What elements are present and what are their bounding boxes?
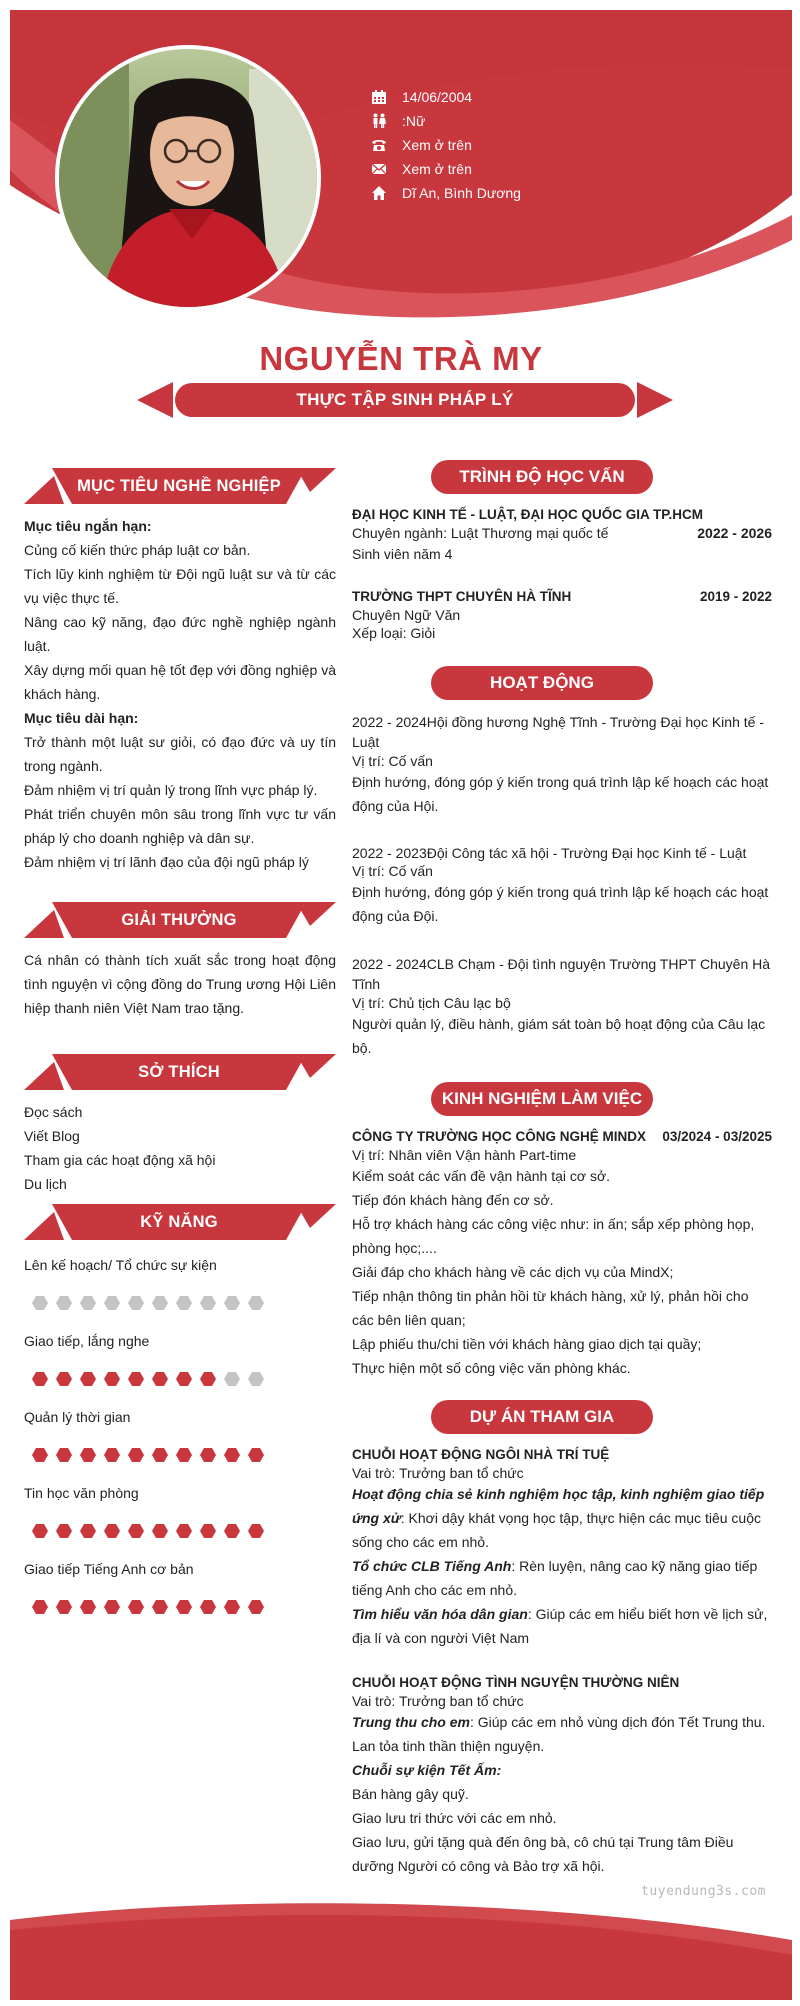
skill-dot <box>248 1524 264 1538</box>
position-ribbon <box>137 378 673 422</box>
company-period: 03/2024 - 03/2025 <box>662 1129 772 1144</box>
home-icon <box>371 185 387 201</box>
job-task: Hỗ trợ khách hàng các công việc như: in ấn; sắp xếp phòng họp, phòng học;.... <box>352 1216 755 1256</box>
contact-birthdate <box>371 85 521 109</box>
project-name: CHUỖI HOẠT ĐỘNG TÌNH NGUYỆN THƯỜNG NIÊN <box>352 1675 680 1690</box>
skill-name: Giao tiếp, lắng nghe <box>24 1333 150 1349</box>
skill-rating <box>24 1580 336 1634</box>
contact-gender <box>371 109 521 133</box>
project-detail: Tổ chức CLB Tiếng Anh: Rèn luyện, nâng cao kỹ năng giao tiếp tiếng Anh cho các em nhỏ. <box>352 1558 758 1598</box>
skill-dot <box>224 1372 240 1386</box>
skill-dot <box>152 1296 168 1310</box>
hobbies-list <box>24 1100 336 1196</box>
skill-dot <box>200 1448 216 1462</box>
job-task: Tiếp đón khách hàng đến cơ sở. <box>352 1192 554 1208</box>
skill-dot <box>200 1296 216 1310</box>
short-goal-item: Nâng cao kỹ năng, đạo đức nghề nghiệp ngành luật. <box>24 614 336 654</box>
skill-dot <box>80 1524 96 1538</box>
school-note: Sinh viên năm 4 <box>352 546 453 562</box>
skill-name: Lên kế hoạch/ Tổ chức sự kiện <box>24 1257 217 1273</box>
skill-dot <box>80 1296 96 1310</box>
skill-dot <box>176 1372 192 1386</box>
activity-role: Vị trí: Cố vấn <box>352 753 433 769</box>
project-extra: Giao lưu tri thức với các em nhỏ. <box>352 1810 557 1826</box>
school-name: TRƯỜNG THPT CHUYÊN HÀ TĨNH <box>352 589 572 604</box>
skill-item <box>24 1482 336 1558</box>
watermark-text: tuyendung3s.com <box>641 1884 766 1899</box>
contact-address <box>371 181 521 205</box>
job-task: Kiểm soát các vấn đề vận hành tại cơ sở. <box>352 1168 611 1184</box>
short-goal-item: Tích lũy kinh nghiệm từ Đội ngũ luật sư và từ các vụ việc thực tế. <box>24 566 336 606</box>
skill-dot <box>152 1524 168 1538</box>
portrait-illustration <box>59 49 321 311</box>
skill-dot <box>152 1600 168 1614</box>
right-column <box>352 460 772 1894</box>
hobby-item: Du lịch <box>24 1176 67 1192</box>
skill-name: Giao tiếp Tiếng Anh cơ bản <box>24 1561 194 1577</box>
skill-dot <box>128 1448 144 1462</box>
activity-heading: 2022 - 2024CLB Chạm - Đội tình nguyện Trường THPT Chuyên Hà Tĩnh <box>352 956 771 992</box>
contact-email <box>371 157 521 181</box>
section-banner-hobbies <box>24 1054 336 1090</box>
hobbies-title: SỞ THÍCH <box>138 1063 220 1081</box>
skill-item <box>24 1254 336 1330</box>
gender-text: :Nữ <box>402 113 426 129</box>
long-goal-item: Phát triển chuyên môn sâu trong lĩnh vực tư vấn pháp lý cho doanh nghiệp và dân sự. <box>24 806 336 846</box>
hobby-item: Đọc sách <box>24 1104 83 1120</box>
skill-item <box>24 1406 336 1482</box>
activity-role: Vị trí: Cố vấn <box>352 863 433 879</box>
education-item <box>352 506 772 566</box>
section-banner-awards <box>24 902 336 938</box>
skill-dot <box>224 1448 240 1462</box>
career-goal-title: MỤC TIÊU NGHỀ NGHIỆP <box>77 477 281 495</box>
skill-dot <box>80 1372 96 1386</box>
project-extra: Bán hàng gây quỹ. <box>352 1786 469 1802</box>
job-task: Giải đáp cho khách hàng về các dịch vụ của MindX; <box>352 1264 674 1280</box>
full-name: NGUYỄN TRÀ MY <box>259 340 543 377</box>
project-detail: Chuỗi sự kiện Tết Ấm: <box>352 1762 502 1778</box>
skill-dot <box>56 1524 72 1538</box>
skill-dot <box>200 1524 216 1538</box>
school-period: 2022 - 2026 <box>697 525 772 541</box>
skill-dot <box>248 1372 264 1386</box>
project-role: Vai trò: Trưởng ban tổ chức <box>352 1465 524 1481</box>
skill-dot <box>248 1296 264 1310</box>
skill-dot <box>104 1296 120 1310</box>
activity-desc: Định hướng, đóng góp ý kiến trong quá trình lập kế hoạch các hoạt động của Hội. <box>352 774 769 814</box>
skill-dot <box>32 1372 48 1386</box>
activity-heading: 2022 - 2023Đội Công tác xã hội - Trường Đại học Kinh tế - Luật <box>352 845 747 861</box>
education-title: TRÌNH ĐỘ HỌC VẤN <box>431 460 653 494</box>
project-name: CHUỖI HOẠT ĐỘNG NGÔI NHÀ TRÍ TUỆ <box>352 1447 610 1462</box>
skill-dot <box>104 1448 120 1462</box>
job-role: Vị trí: Nhân viên Vận hành Part-time <box>352 1147 577 1163</box>
skill-dot <box>176 1448 192 1462</box>
school-major: Chuyên ngành: Luật Thương mại quốc tế <box>352 525 609 541</box>
skill-rating <box>24 1428 336 1482</box>
skill-dot <box>32 1524 48 1538</box>
skill-dot <box>128 1372 144 1386</box>
awards-title: GIẢI THƯỞNG <box>121 911 237 929</box>
skill-dot <box>104 1372 120 1386</box>
gender-icon <box>371 113 387 129</box>
skill-dot <box>224 1296 240 1310</box>
job-task: Lập phiếu thu/chi tiền với khách hàng giao dịch tại quầy; <box>352 1336 702 1352</box>
contact-phone <box>371 133 521 157</box>
skill-item <box>24 1558 336 1634</box>
short-goal-item: Xây dựng mối quan hệ tốt đẹp với đồng nghiệp và khách hàng. <box>24 662 336 702</box>
skill-item <box>24 1330 336 1406</box>
skill-dot <box>176 1296 192 1310</box>
email-icon <box>371 161 387 177</box>
position-title: THỰC TẬP SINH PHÁP LÝ <box>175 383 635 417</box>
contact-info <box>371 85 521 205</box>
skill-dot <box>56 1296 72 1310</box>
experience-item <box>352 1128 772 1380</box>
activity-desc: Người quản lý, điều hành, giám sát toàn bộ hoạt động của Câu lạc bộ. <box>352 1016 766 1056</box>
skill-dot <box>32 1296 48 1310</box>
long-goal-item: Trở thành một luật sư giỏi, có đạo đức và uy tín trong ngành. <box>24 734 336 774</box>
phone-icon <box>371 137 387 153</box>
long-goal-item: Đảm nhiệm vị trí lãnh đạo của đội ngũ pháp lý <box>24 854 309 870</box>
skill-dot <box>152 1372 168 1386</box>
skill-dot <box>128 1524 144 1538</box>
skill-dot <box>224 1600 240 1614</box>
skill-dot <box>56 1372 72 1386</box>
section-banner-career-goal <box>24 468 336 504</box>
career-goal-content <box>24 514 336 874</box>
resume-page <box>10 10 792 2000</box>
skill-dot <box>200 1600 216 1614</box>
project-detail: Tìm hiểu văn hóa dân gian: Giúp các em hiểu biết hơn về lịch sử, địa lí và con người Việt Nam <box>352 1606 768 1646</box>
skill-dot <box>104 1524 120 1538</box>
skill-dot <box>104 1600 120 1614</box>
skill-dot <box>224 1524 240 1538</box>
projects-title: DỰ ÁN THAM GIA <box>431 1400 653 1434</box>
project-detail: Trung thu cho em: Giúp các em nhỏ vùng dịch đón Tết Trung thu. Lan tỏa tinh thần thiện nguyện. <box>352 1714 766 1754</box>
activity-item <box>352 712 772 818</box>
job-task: Thực hiện một số công việc văn phòng khác. <box>352 1360 631 1376</box>
project-item <box>352 1446 772 1650</box>
skill-dot <box>56 1448 72 1462</box>
skill-dot <box>128 1600 144 1614</box>
experience-title: KINH NGHIỆM LÀM VIỆC <box>431 1082 653 1116</box>
skills-list <box>24 1254 336 1634</box>
project-detail: Hoạt động chia sẻ kinh nghiệm học tập, kinh nghiệm giao tiếp ứng xử: Khơi dậy khát vọng học tập, thực hiện các mục tiêu cuộc sống cho các em nhỏ. <box>352 1486 765 1550</box>
section-banner-skills <box>24 1204 336 1240</box>
skill-rating <box>24 1352 336 1406</box>
skill-dot <box>80 1448 96 1462</box>
school-major: Chuyên Ngữ Văn <box>352 607 461 623</box>
calendar-icon <box>371 89 387 105</box>
skills-title: KỸ NĂNG <box>140 1213 218 1231</box>
activity-role: Vị trí: Chủ tịch Câu lạc bộ <box>352 995 511 1011</box>
short-goal-item: Củng cố kiến thức pháp luật cơ bản. <box>24 542 251 558</box>
project-extra: Giao lưu, gửi tặng quà đến ông bà, cô chú tại Trung tâm Điều dưỡng Người có công và Bảo trợ xã hội. <box>352 1834 734 1874</box>
skill-name: Tin học văn phòng <box>24 1485 139 1501</box>
education-item <box>352 588 772 642</box>
school-note: Xếp loại: Giỏi <box>352 625 436 641</box>
skill-rating <box>24 1276 336 1330</box>
activity-desc: Định hướng, đóng góp ý kiến trong quá trình lập kế hoạch các hoạt động của Đội. <box>352 884 769 924</box>
profile-photo <box>55 45 321 311</box>
company-name: CÔNG TY TRƯỜNG HỌC CÔNG NGHỆ MINDX <box>352 1129 646 1144</box>
address-text: Dĩ An, Bình Dương <box>402 185 521 201</box>
phone-text[interactable]: Xem ở trên <box>402 137 472 153</box>
skill-name: Quản lý thời gian <box>24 1409 131 1425</box>
long-goal-item: Đảm nhiệm vị trí quản lý trong lĩnh vực pháp lý. <box>24 782 318 798</box>
skill-dot <box>32 1600 48 1614</box>
activity-heading: 2022 - 2024Hội đồng hương Nghệ Tĩnh - Trường Đại học Kinh tế - Luật <box>352 714 764 750</box>
skill-dot <box>248 1448 264 1462</box>
skill-dot <box>176 1600 192 1614</box>
activity-item <box>352 954 772 1060</box>
activities-title: HOẠT ĐỘNG <box>431 666 653 700</box>
activity-item <box>352 844 772 928</box>
job-task: Tiếp nhận thông tin phản hồi từ khách hàng, xử lý, phản hồi cho các bên liên quan; <box>352 1288 749 1328</box>
skill-dot <box>32 1448 48 1462</box>
email-text[interactable]: Xem ở trên <box>402 161 472 177</box>
project-role: Vai trò: Trưởng ban tổ chức <box>352 1693 524 1709</box>
footer-background <box>10 1900 792 2000</box>
skill-dot <box>152 1448 168 1462</box>
skill-dot <box>248 1600 264 1614</box>
hobby-item: Tham gia các hoạt động xã hội <box>24 1152 216 1168</box>
skill-dot <box>56 1600 72 1614</box>
school-name: ĐẠI HỌC KINH TẾ - LUẬT, ĐẠI HỌC QUỐC GIA TP.HCM <box>352 507 703 522</box>
short-term-label: Mục tiêu ngắn hạn: <box>24 518 152 534</box>
skill-rating <box>24 1504 336 1558</box>
project-item <box>352 1674 772 1878</box>
school-period: 2019 - 2022 <box>699 589 772 604</box>
left-column <box>24 460 336 1634</box>
skill-dot <box>200 1372 216 1386</box>
long-term-label: Mục tiêu dài hạn: <box>24 710 139 726</box>
hobby-item: Viết Blog <box>24 1128 80 1144</box>
birthdate-text: 14/06/2004 <box>402 89 473 105</box>
skill-dot <box>128 1296 144 1310</box>
awards-text: Cá nhân có thành tích xuất sắc trong hoạt động tình nguyện vì cộng đồng do Trung ương Hội Liên hiệp thanh niên Việt Nam trao tặng. <box>24 952 336 1016</box>
skill-dot <box>80 1600 96 1614</box>
skill-dot <box>176 1524 192 1538</box>
